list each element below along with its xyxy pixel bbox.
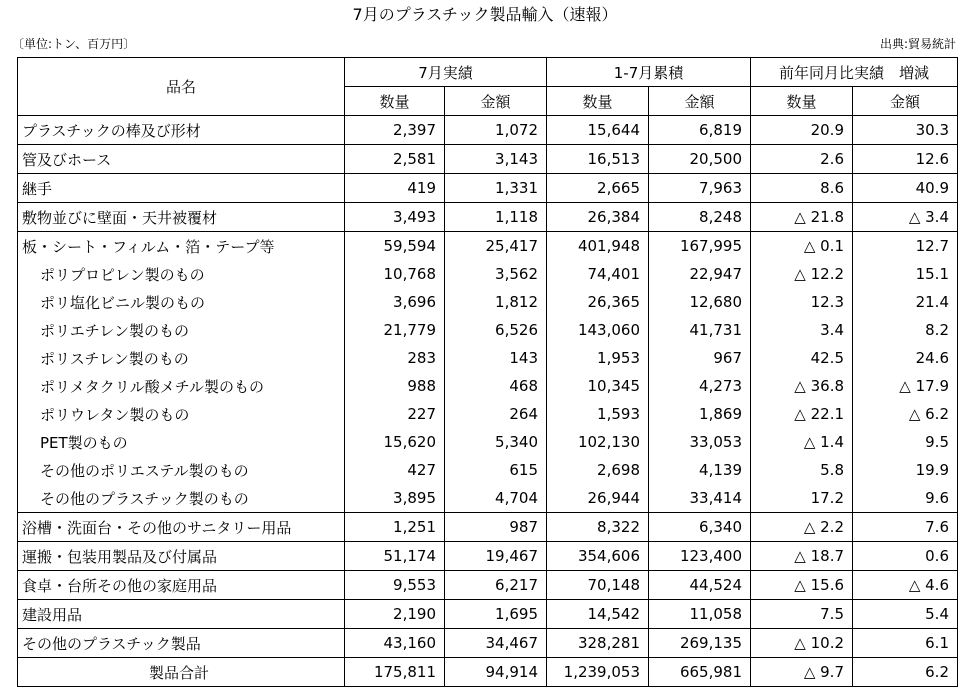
header-item: 品名	[18, 58, 345, 116]
table-row	[18, 513, 958, 542]
cell-q-yoy: 17.2	[751, 484, 853, 513]
cell-q-yoy: 2.6	[751, 145, 853, 174]
row-name: ポリメタクリル酸メチル製のもの	[18, 372, 345, 400]
cell-a-jul: 1,331	[445, 174, 547, 203]
cell-q-cum: 1,593	[547, 400, 649, 428]
cell-q-cum: 14,542	[547, 600, 649, 629]
cell-q-yoy: △ 12.2	[751, 260, 853, 288]
header-yoy: 前年同月比実績 増減	[751, 58, 958, 87]
cell-a-cum: 44,524	[649, 571, 751, 600]
cell-q-cum: 102,130	[547, 428, 649, 456]
source-note: 出典:貿易統計	[879, 37, 956, 51]
table-row	[18, 658, 958, 687]
cell-q-cum: 26,365	[547, 288, 649, 316]
cell-q-jul: 427	[345, 456, 445, 484]
cell-a-jul: 143	[445, 344, 547, 372]
row-name: ポリエチレン製のもの	[18, 316, 345, 344]
cell-a-cum: 41,731	[649, 316, 751, 344]
cell-a-jul: 94,914	[445, 658, 547, 687]
cell-a-cum: 123,400	[649, 542, 751, 571]
cell-a-cum: 22,947	[649, 260, 751, 288]
cell-q-yoy: △ 15.6	[751, 571, 853, 600]
cell-q-yoy: △ 0.1	[751, 232, 853, 261]
cell-q-yoy: △ 10.2	[751, 629, 853, 658]
cell-q-jul: 59,594	[345, 232, 445, 261]
table-row	[18, 571, 958, 600]
header-amount: 金額	[649, 87, 751, 116]
cell-q-jul: 3,493	[345, 203, 445, 232]
cell-q-yoy: △ 2.2	[751, 513, 853, 542]
import-table	[17, 57, 958, 687]
cell-a-yoy: △ 6.2	[853, 400, 958, 428]
cell-q-jul: 10,768	[345, 260, 445, 288]
cell-q-jul: 51,174	[345, 542, 445, 571]
cell-a-yoy: 30.3	[853, 116, 958, 145]
cell-q-cum: 2,665	[547, 174, 649, 203]
cell-a-yoy: 6.2	[853, 658, 958, 687]
table-row	[18, 600, 958, 629]
cell-a-cum: 4,139	[649, 456, 751, 484]
cell-a-yoy: 7.6	[853, 513, 958, 542]
cell-a-cum: 8,248	[649, 203, 751, 232]
cell-a-yoy: 12.6	[853, 145, 958, 174]
cell-q-yoy: △ 36.8	[751, 372, 853, 400]
row-name: ポリプロピレン製のもの	[18, 260, 345, 288]
cell-q-yoy: 7.5	[751, 600, 853, 629]
cell-a-jul: 264	[445, 400, 547, 428]
row-name: 運搬・包装用製品及び付属品	[18, 542, 345, 571]
cell-q-jul: 1,251	[345, 513, 445, 542]
cell-a-cum: 6,819	[649, 116, 751, 145]
cell-q-cum: 8,322	[547, 513, 649, 542]
cell-q-cum: 328,281	[547, 629, 649, 658]
cell-a-jul: 6,217	[445, 571, 547, 600]
cell-q-cum: 26,944	[547, 484, 649, 513]
table-row	[18, 400, 958, 428]
table-row	[18, 428, 958, 456]
cell-q-yoy: 12.3	[751, 288, 853, 316]
cell-a-cum: 269,135	[649, 629, 751, 658]
cell-a-yoy: △ 4.6	[853, 571, 958, 600]
row-name: 管及びホース	[18, 145, 345, 174]
cell-a-cum: 33,414	[649, 484, 751, 513]
cell-q-yoy: 20.9	[751, 116, 853, 145]
cell-a-jul: 1,695	[445, 600, 547, 629]
cell-q-cum: 26,384	[547, 203, 649, 232]
cell-q-cum: 16,513	[547, 145, 649, 174]
cell-a-jul: 987	[445, 513, 547, 542]
cell-q-yoy: 3.4	[751, 316, 853, 344]
cell-q-jul: 3,696	[345, 288, 445, 316]
cell-a-yoy: 6.1	[853, 629, 958, 658]
cell-q-cum: 74,401	[547, 260, 649, 288]
row-name: プラスチックの棒及び形材	[18, 116, 345, 145]
cell-a-cum: 11,058	[649, 600, 751, 629]
row-name: その他のポリエステル製のもの	[18, 456, 345, 484]
cell-a-jul: 1,812	[445, 288, 547, 316]
header-amount: 金額	[445, 87, 547, 116]
cell-a-cum: 1,869	[649, 400, 751, 428]
table-row	[18, 260, 958, 288]
row-name: その他のプラスチック製のもの	[18, 484, 345, 513]
cell-q-yoy: △ 1.4	[751, 428, 853, 456]
cell-q-jul: 2,581	[345, 145, 445, 174]
row-name: PET製のもの	[18, 428, 345, 456]
cell-a-yoy: 40.9	[853, 174, 958, 203]
cell-q-jul: 43,160	[345, 629, 445, 658]
cell-a-cum: 167,995	[649, 232, 751, 261]
cell-a-cum: 6,340	[649, 513, 751, 542]
cell-a-cum: 665,981	[649, 658, 751, 687]
cell-a-jul: 6,526	[445, 316, 547, 344]
cell-a-cum: 4,273	[649, 372, 751, 400]
cell-q-jul: 2,190	[345, 600, 445, 629]
page-title: 7月のプラスチック製品輸入（速報）	[352, 5, 618, 24]
cell-q-jul: 2,397	[345, 116, 445, 145]
cell-a-cum: 967	[649, 344, 751, 372]
row-name: 敷物並びに壁面・天井被覆材	[18, 203, 345, 232]
cell-q-yoy: △ 9.7	[751, 658, 853, 687]
row-name: 板・シート・フィルム・箔・テープ等	[18, 232, 345, 261]
table-row	[18, 316, 958, 344]
cell-a-cum: 33,053	[649, 428, 751, 456]
cell-a-yoy: 12.7	[853, 232, 958, 261]
cell-q-cum: 354,606	[547, 542, 649, 571]
cell-q-yoy: △ 21.8	[751, 203, 853, 232]
table-row	[18, 203, 958, 232]
cell-a-yoy: △ 17.9	[853, 372, 958, 400]
header-cumulative: 1-7月累積	[547, 58, 751, 87]
cell-q-cum: 1,953	[547, 344, 649, 372]
cell-q-yoy: 5.8	[751, 456, 853, 484]
table-row	[18, 116, 958, 145]
table-row	[18, 145, 958, 174]
cell-q-yoy: 8.6	[751, 174, 853, 203]
header-quantity: 数量	[547, 87, 649, 116]
cell-a-jul: 468	[445, 372, 547, 400]
row-name: ポリ塩化ビニル製のもの	[18, 288, 345, 316]
cell-a-cum: 7,963	[649, 174, 751, 203]
row-name: ポリスチレン製のもの	[18, 344, 345, 372]
cell-q-cum: 15,644	[547, 116, 649, 145]
cell-a-yoy: 21.4	[853, 288, 958, 316]
cell-a-cum: 12,680	[649, 288, 751, 316]
cell-a-jul: 1,118	[445, 203, 547, 232]
cell-q-jul: 15,620	[345, 428, 445, 456]
row-name: ポリウレタン製のもの	[18, 400, 345, 428]
table-row	[18, 344, 958, 372]
cell-a-jul: 1,072	[445, 116, 547, 145]
cell-q-yoy: △ 22.1	[751, 400, 853, 428]
cell-a-jul: 615	[445, 456, 547, 484]
table-row	[18, 372, 958, 400]
cell-a-jul: 25,417	[445, 232, 547, 261]
header-amount: 金額	[853, 87, 958, 116]
table-row	[18, 542, 958, 571]
cell-q-jul: 9,553	[345, 571, 445, 600]
cell-q-cum: 2,698	[547, 456, 649, 484]
table-row	[18, 456, 958, 484]
cell-a-jul: 3,143	[445, 145, 547, 174]
cell-q-jul: 227	[345, 400, 445, 428]
row-name: 食卓・台所その他の家庭用品	[18, 571, 345, 600]
cell-a-jul: 19,467	[445, 542, 547, 571]
cell-a-yoy: 8.2	[853, 316, 958, 344]
row-name: 製品合計	[18, 658, 345, 687]
cell-q-cum: 1,239,053	[547, 658, 649, 687]
header-quantity: 数量	[751, 87, 853, 116]
cell-q-cum: 401,948	[547, 232, 649, 261]
unit-note: 〔単位:トン、百万円〕	[12, 37, 136, 51]
cell-q-jul: 988	[345, 372, 445, 400]
cell-a-jul: 4,704	[445, 484, 547, 513]
cell-a-yoy: 5.4	[853, 600, 958, 629]
cell-q-yoy: 42.5	[751, 344, 853, 372]
cell-a-jul: 34,467	[445, 629, 547, 658]
cell-q-cum: 10,345	[547, 372, 649, 400]
table-row	[18, 288, 958, 316]
cell-q-jul: 419	[345, 174, 445, 203]
cell-a-yoy: △ 3.4	[853, 203, 958, 232]
cell-a-yoy: 0.6	[853, 542, 958, 571]
row-name: 継手	[18, 174, 345, 203]
cell-q-jul: 3,895	[345, 484, 445, 513]
cell-a-jul: 5,340	[445, 428, 547, 456]
cell-a-yoy: 9.5	[853, 428, 958, 456]
cell-a-cum: 20,500	[649, 145, 751, 174]
row-name: その他のプラスチック製品	[18, 629, 345, 658]
cell-q-cum: 70,148	[547, 571, 649, 600]
row-name: 浴槽・洗面台・その他のサニタリー用品	[18, 513, 345, 542]
table-row	[18, 484, 958, 513]
cell-q-jul: 283	[345, 344, 445, 372]
cell-a-yoy: 24.6	[853, 344, 958, 372]
cell-a-jul: 3,562	[445, 260, 547, 288]
cell-a-yoy: 15.1	[853, 260, 958, 288]
table-row	[18, 232, 958, 261]
cell-a-yoy: 19.9	[853, 456, 958, 484]
table-row	[18, 629, 958, 658]
cell-q-yoy: △ 18.7	[751, 542, 853, 571]
cell-a-yoy: 9.6	[853, 484, 958, 513]
cell-q-jul: 175,811	[345, 658, 445, 687]
header-july: 7月実績	[345, 58, 547, 87]
row-name: 建設用品	[18, 600, 345, 629]
table-row	[18, 174, 958, 203]
cell-q-jul: 21,779	[345, 316, 445, 344]
cell-q-cum: 143,060	[547, 316, 649, 344]
header-quantity: 数量	[345, 87, 445, 116]
